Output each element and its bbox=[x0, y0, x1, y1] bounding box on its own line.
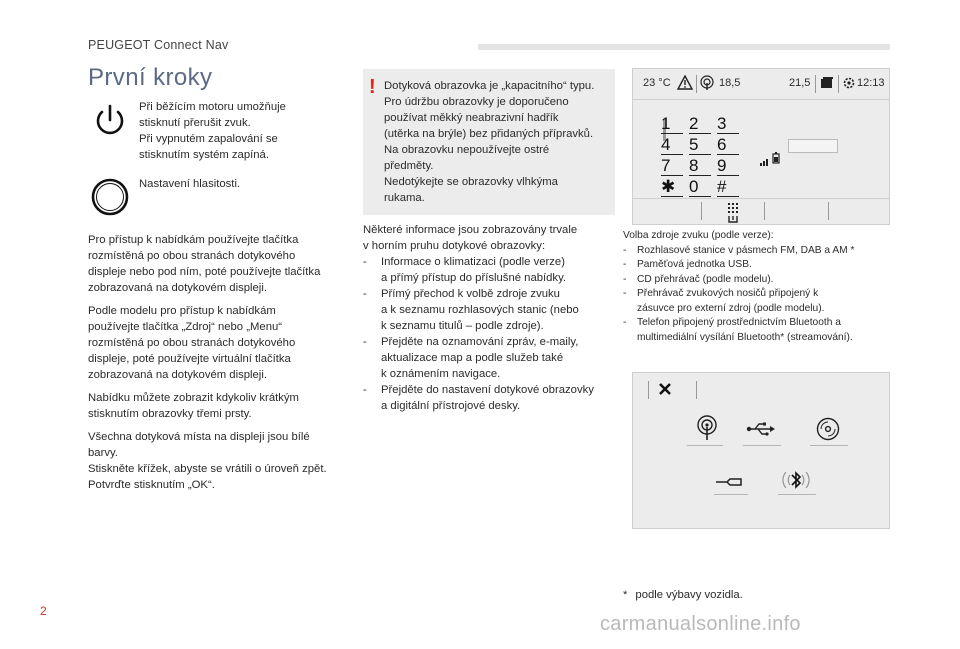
dialpad-key[interactable]: 7 bbox=[661, 157, 683, 176]
cd-icon[interactable] bbox=[816, 417, 840, 446]
header-divider-bar bbox=[478, 44, 890, 50]
list-item: - Informace o klimatizaci (podle verze) a přímý přístup do příslušné nabídky. bbox=[363, 256, 567, 284]
dialpad-key[interactable]: 9 bbox=[717, 157, 739, 176]
list-item: - Přímý přechod k volbě zdroje zvuku a k seznamu rozhlasových stanic (nebo k seznamu titulů – podle zdroje). bbox=[363, 288, 579, 332]
power-description: Při běžícím motoru umožňuje stisknutí přerušit zvuk. Při vypnutém zapalování se stisknutím systém zapíná. bbox=[139, 101, 286, 161]
document-header-title: PEUGEOT Connect Nav bbox=[88, 38, 229, 52]
power-icon bbox=[88, 98, 132, 142]
divider bbox=[828, 202, 829, 220]
divider bbox=[687, 445, 723, 446]
aux-jack-icon[interactable] bbox=[715, 474, 743, 495]
warning-exclamation-icon: ! bbox=[369, 76, 376, 98]
dialpad-key[interactable]: 5 bbox=[689, 136, 711, 155]
volume-description: Nastavení hlasitosti. bbox=[139, 178, 241, 190]
signal-icon bbox=[760, 153, 770, 171]
paragraph-menus: Pro přístup k nabídkám používejte tlačítka rozmístěná po obou stranách dotykového displeje nebo pod ním, poté používejte tlačítka zobrazovaná na dotykovém displeji. bbox=[88, 234, 321, 294]
paragraph-touch-zones: Všechna dotyková místa na displeji jsou bílé barvy. Stiskněte křížek, abyste se vrátili o úroveň zpět. Potvrďte stisknutím „OK“. bbox=[88, 431, 327, 491]
dialpad-key[interactable]: # bbox=[717, 178, 739, 197]
phone-keypad-icon[interactable] bbox=[726, 202, 740, 229]
dialpad-key[interactable]: 8 bbox=[689, 157, 711, 176]
list-item: - Přejděte na oznamování zpráv, e-maily, aktualizace map a podle služeb také k oznámením navigace. bbox=[363, 336, 579, 380]
dialpad-key[interactable]: 6 bbox=[717, 136, 739, 155]
audio-source-caption: Volba zdroje zvuku (podle verze): - Rozhlasové stanice v pásmech FM, DAB a AM * - Paměťová jednotka USB. - CD přehrávač (podle modelu). - Přehrávač zvukových nosičů připojený k zásuvce pro externí zdroj (podle modelu). - Telefon připojený prostřednictvím Bluetooth a multimediální vysílání Bluetooth* (streamování). bbox=[623, 229, 903, 345]
radio-source-icon[interactable] bbox=[700, 75, 714, 96]
paragraph-source-menu: Podle modelu pro přístup k nabídkám používejte tlačítka „Zdroj“ nebo „Menu“ rozmístěná po obou stranách dotykového displeje, poté používejte virtuální tlačítka zobrazovaná na dotykovém displeji. bbox=[88, 305, 296, 381]
battery-icon bbox=[772, 151, 780, 169]
watermark: carmanualsonline.info bbox=[600, 613, 801, 635]
clock: 12:13 bbox=[857, 77, 885, 89]
list-item: - Přejděte do nastavení dotykové obrazovky a digitální přístrojové desky. bbox=[363, 384, 594, 412]
page-title: První kroky bbox=[88, 64, 213, 91]
divider bbox=[778, 494, 816, 495]
temperature-readout: 23 °C bbox=[643, 77, 671, 89]
divider bbox=[810, 445, 848, 446]
divider bbox=[701, 202, 702, 220]
radio-source-icon[interactable] bbox=[696, 415, 718, 446]
number-field[interactable] bbox=[788, 139, 838, 153]
volume-knob-icon bbox=[88, 175, 132, 219]
settings-gear-icon[interactable] bbox=[842, 76, 856, 95]
touchscreen-dialpad-illustration bbox=[632, 68, 890, 225]
close-icon[interactable] bbox=[658, 382, 672, 401]
divider bbox=[743, 445, 781, 446]
divider bbox=[648, 381, 649, 399]
dialpad-key[interactable]: 2 bbox=[689, 115, 711, 134]
right-temp-value: 21,5 bbox=[789, 77, 811, 89]
dialpad bbox=[661, 115, 741, 195]
top-bar-list bbox=[363, 254, 613, 414]
warning-text: Dotyková obrazovka je „kapacitního“ typu. Pro údržbu obrazovky je doporučeno používat měkký neabrazivní hadřík (utěrka na brýle) bez přidaných přípravků. Na obrazovku nepoužívejte ostré předměty. Nedotýkejte se obrazovky vlhkýma rukama. bbox=[384, 80, 595, 204]
divider bbox=[815, 75, 816, 93]
divider bbox=[714, 494, 748, 495]
divider bbox=[696, 75, 697, 93]
dialpad-key[interactable]: ✱ bbox=[661, 178, 683, 197]
dialpad-key[interactable]: 3 bbox=[717, 115, 739, 134]
list-item: - Paměťová jednotka USB. bbox=[623, 259, 752, 270]
dialpad-key[interactable]: 1 bbox=[661, 115, 683, 134]
list-item: - Rozhlasové stanice v pásmech FM, DAB a AM * bbox=[623, 244, 855, 256]
dialpad-key[interactable]: 0 bbox=[689, 178, 711, 197]
list-item: - Telefon připojený prostřednictvím Bluetooth a multimediální vysílání Bluetooth* (streamování). bbox=[623, 317, 853, 343]
dialpad-key[interactable]: 4 bbox=[661, 136, 683, 155]
divider bbox=[764, 202, 765, 220]
warning-triangle-icon bbox=[677, 75, 693, 95]
usb-icon[interactable] bbox=[746, 421, 776, 442]
top-bar-separator bbox=[633, 99, 889, 100]
left-temp-value: 18,5 bbox=[719, 77, 741, 89]
top-bar-intro: Některé informace jsou zobrazovány trvale v horním pruhu dotykové obrazovky: bbox=[363, 224, 578, 252]
bottom-bar-separator bbox=[633, 198, 889, 199]
footnote: * podle výbavy vozidla. bbox=[623, 589, 743, 601]
divider bbox=[696, 381, 697, 399]
messages-icon[interactable] bbox=[820, 76, 834, 95]
touchscreen-source-illustration bbox=[632, 372, 890, 529]
divider bbox=[838, 75, 839, 93]
paragraph-three-fingers: Nabídku můžete zobrazit kdykoliv krátkým stisknutím obrazovky třemi prsty. bbox=[88, 392, 299, 420]
list-item: - CD přehrávač (podle modelu). bbox=[623, 273, 774, 285]
page-number: 2 bbox=[40, 604, 47, 618]
list-item: - Přehrávač zvukových nosičů připojený k zásuvce pro externí zdroj (podle modelu). bbox=[623, 288, 825, 314]
